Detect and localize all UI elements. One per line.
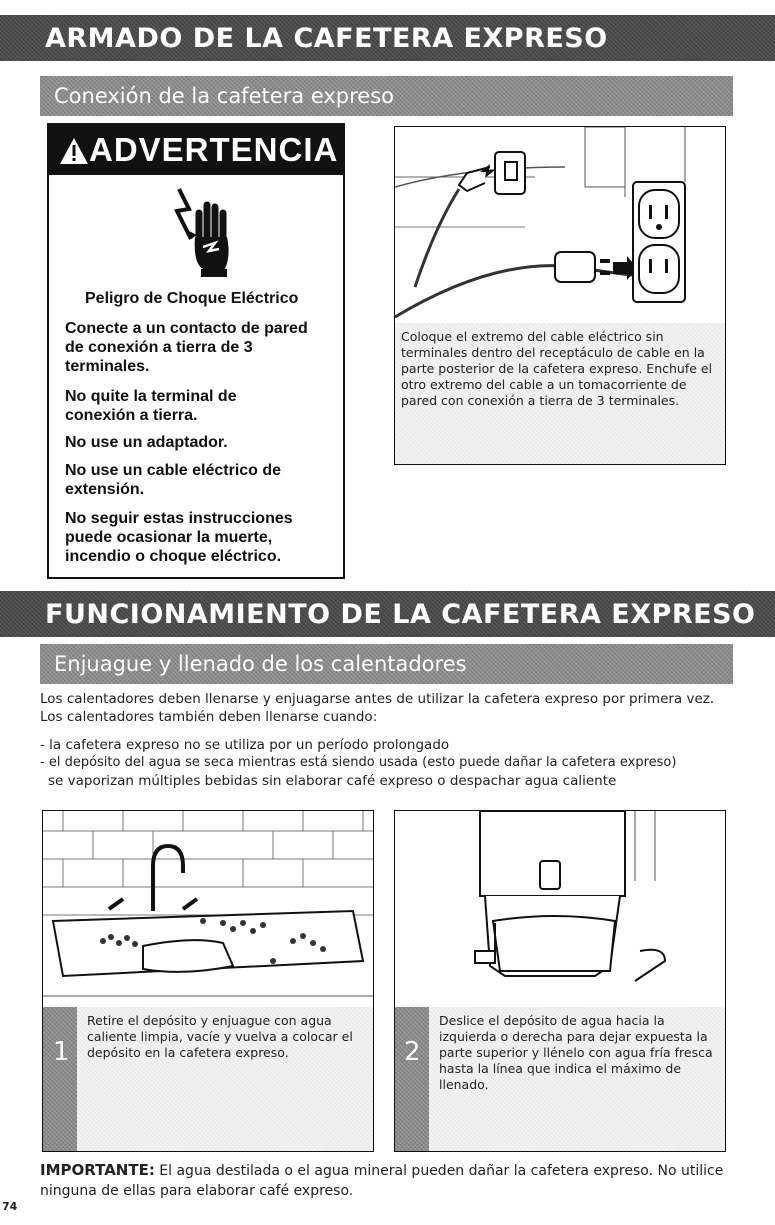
power-cord-caption-box (395, 323, 725, 464)
subsection-banner-rinse (40, 644, 733, 684)
step-2-panel (394, 810, 726, 1152)
warning-box (47, 123, 345, 579)
electric-shock-hand-icon (159, 183, 239, 283)
warning-triangle-icon (59, 137, 89, 165)
step-1-badge (43, 1007, 77, 1151)
bullet-3: se vaporizan múltiples bebidas sin elaborar café expreso o despachar agua caliente (48, 773, 617, 789)
subsection-banner-connection (40, 76, 733, 116)
section-banner-assembly (0, 15, 775, 61)
section-banner-operation (0, 591, 775, 637)
power-cord-drawing (395, 127, 725, 327)
subsection-title-rinse: Enjuague y llenado de los calentadores (54, 652, 467, 676)
step-1-caption-box (43, 1007, 373, 1151)
bullet-2: - el depósito del agua se seca mientras está siendo usada (esto puede dañar la cafetera expreso) (40, 755, 677, 770)
warning-line-2: No quite la terminal de conexión a tierra. (65, 388, 237, 424)
power-cord-caption: Coloque el extremo del cable eléctrico sin terminales dentro del receptáculo de cable en la parte posterior de la cafetera expreso. Enchufe el otro extremo del cable a un tomacorriente de pared con conexión a tierra de 3 terminales. (401, 329, 713, 408)
warning-line-4: No use un cable eléctrico de extensión. (65, 462, 282, 498)
intro-paragraph: Los calentadores deben llenarse y enjuagarse antes de utilizar la cafetera expreso por primera vez. Los calentadores también deben llenarse cuando: (40, 691, 715, 725)
subsection-title-connection: Conexión de la cafetera expreso (54, 84, 395, 108)
important-text: El agua destilada o el agua mineral pueden dañar la cafetera expreso. No utilice ninguna de ellas para elaborar café expreso. (40, 1163, 724, 1199)
page-number: 74 (2, 1200, 18, 1213)
section-title-assembly: ARMADO DE LA CAFETERA EXPRESO (45, 23, 608, 54)
important-label: IMPORTANTE: (40, 1161, 155, 1179)
warning-heading: Peligro de Choque Eléctrico (85, 290, 299, 307)
step-2-caption-box (395, 1007, 725, 1151)
reservoir-fill-drawing (395, 811, 725, 1011)
warning-title: ADVERTENCIA (89, 131, 339, 168)
bullet-1: - la cafetera expreso no se utiliza por un período prolongado (40, 737, 450, 753)
section-title-operation: FUNCIONAMIENTO DE LA CAFETERA EXPRESO (45, 599, 756, 630)
important-note (40, 1160, 740, 1201)
warning-line-3: No use un adaptador. (65, 434, 228, 451)
step-2-badge (395, 1007, 429, 1151)
power-cord-illustration (394, 126, 726, 465)
step-2-number: 2 (404, 1037, 421, 1067)
sink-rinse-drawing (43, 811, 373, 1011)
step-1-number: 1 (53, 1037, 70, 1067)
step-1-panel (42, 810, 374, 1152)
warning-line-1: Conecte a un contacto de pared de conexión a tierra de 3 terminales. (65, 320, 308, 375)
step-2-text: Deslice el depósito de agua hacia la izquierda o derecha para dejar expuesta la parte superior y llénelo con agua fría fresca hasta la línea que indica el máximo de llenado. (439, 1013, 713, 1092)
step-1-text: Retire el depósito y enjuague con agua caliente limpia, vacíe y vuelva a colocar el depósito en la cafetera expreso. (87, 1013, 353, 1060)
warning-line-5: No seguir estas instrucciones puede ocasionar la muerte, incendio o choque eléctrico. (65, 510, 293, 565)
warning-header (49, 125, 343, 175)
